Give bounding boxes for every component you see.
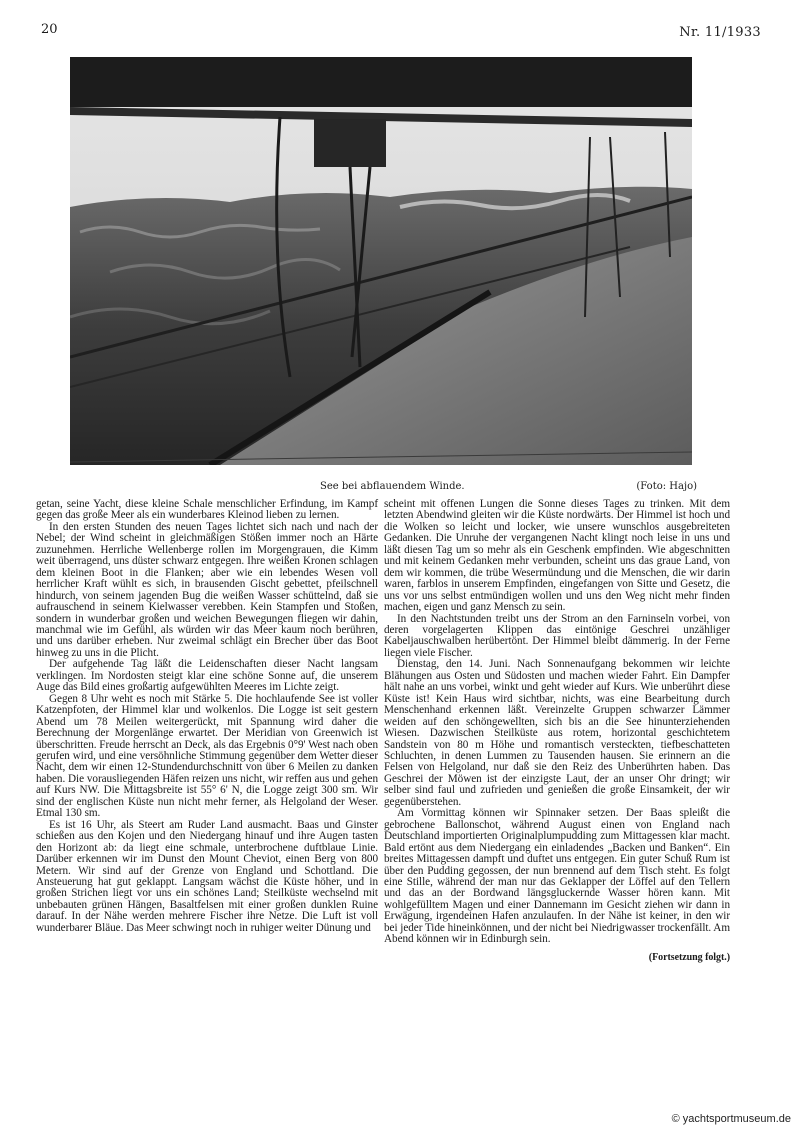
photo-credit: (Foto: Hajo) bbox=[636, 481, 697, 492]
paragraph: scheint mit offenen Lungen die Sonne dieses Tages zu trinken. Mit dem letzten Abendwind gleiten wir die Küste nordwärts. Der Himmel ist hoch und die Wolken so leicht und locker, wie unsere wunschlos ausgebreiteten Gedanken. Die Unruhe der vergangenen Nacht klingt noch leise in uns und läßt diesen Tag um so mehr als ein Geschenk empfinden. Wie abgeschnitten und mit keinem Gedanken mehr verbunden, scheint uns das graue Land, von dem wir kommen, die trübe Wesermündung und die Menschen, die wir darin waren, farblos in unserem Empfinden, eingefangen von Sitte und Gesetz, die uns vor uns selbst entmündigen wollen und uns den Weg nicht mehr finden machen, eigen und ganz Mensch zu sein. bbox=[384, 498, 730, 614]
issue-number: Nr. 11/1933 bbox=[679, 25, 761, 40]
article-column-left bbox=[36, 499, 378, 934]
paragraph: In den ersten Stunden des neuen Tages lichtet sich nach und nach der Nebel; der Wind scheint in gleichmäßigen Stößen immer noch an Härte zuzunehmen. Herrliche Wellenberge rollen im Morgengrauen, die Kimm weit überragend, uns düster schwarz entgegen. Ihre weißen Kronen schlagen dem kleinen Boot in die Flanken; aber wie ein lebendes Wesen voll herrlicher Kraft wühlt es sich, in brausenden Gischt gebettet, pfeilschnell hindurch, von seinem jagenden Bug die weißen Wasser schüttelnd, daß sie aufrauschend in seinem Kielwasser verebben. Kein Stampfen und Stoßen, sondern in wunderbar großen und weichen Bewegungen fliegen wir dahin, manchmal wie im Gefühl, als würden wir das Meer kaum noch berühren, und uns darüber erheben. Nur zweimal schlägt ein Brecher über das Boot hinweg zu uns in die Plicht. bbox=[36, 520, 378, 659]
paragraph: Der aufgehende Tag läßt die Leidenschaften dieser Nacht langsam verklingen. Im Nordosten steigt klar eine schöne Sonne auf, die unserem Auge das Bild eines großartig aufgewühlten Meeres im Lichte zeigt. bbox=[36, 658, 378, 694]
paragraph: Dienstag, den 14. Juni. Nach Sonnenaufgang bekommen wir leichte Blähungen aus Osten und Südosten und machen wieder Fahrt. Ein Dampfer hält nahe an uns vorbei, winkt und geht wieder auf Kurs. Wie unberührt diese Küste ist! Kein Haus wird sichtbar, nichts, was eine Bearbeitung durch Menschenhand erkennen läßt. Vereinzelte Gruppen schwarzer Lämmer weiden auf den schöngewellten, sich bis an die See hinunterziehenden Wiesen. Dazwischen Steilküste aus rotem, horizontal geschichtetem Sandstein von 80 m Höhe und romantisch versteckten, tiefbeschatteten Schluchten, in denen Lummen zu Tausenden hausen. Sie erinnern an die Felsen von Helgoland, nur daß sie den Reiz des Unberührten haben. Das Geschrei der Möwen ist der einzigste Laut, der an unser Ohr dringt; wir selber sind faul und zufrieden und genießen die große Einsamkeit, der wir gegenüberstehen. bbox=[384, 658, 730, 808]
paragraph: Es ist 16 Uhr, als Steert am Ruder Land ausmacht. Baas und Ginster schießen aus den Kojen und den Niedergang hinauf und ihre Augen tasten den Horizont ab: da liegt eine schmale, unterbrochene duftblaue Linie. Darüber erkennen wir im Dunst den Mount Cheviot, einen Berg von 800 Metern. Wir sind auf der Grenze von England und Schottland. Die Ansteuerung hat gut geklappt. Langsam wächst die Küste höher, und in großen Strichen liegt vor uns ein schönes Land; Steilküste wechselnd mit unbebauten grünen Hängen, Basaltfelsen mit einer großen dunklen Ruine darauf. In der Nähe werden mehrere Fischer ihre Netze. Die Luft ist voll wunderbarer Bläue. Das Meer schwingt noch in ruhiger weiter Dünung und bbox=[36, 818, 378, 934]
continuation-note: (Fortsetzung folgt.) bbox=[648, 951, 730, 963]
sailing-photo-illustration bbox=[70, 57, 692, 465]
paragraph: In den Nachtstunden treibt uns der Strom an den Farninseln vorbei, von deren vorgelagerten Klippen das eintönige Geschrei unzähliger Kabeljauschwalben herübertönt. Der Himmel bleibt dämmerig. In der Ferne liegen viele Fischer. bbox=[384, 612, 730, 659]
photo-caption: See bei abflauendem Winde. bbox=[320, 481, 465, 492]
paragraph: Gegen 8 Uhr weht es noch mit Stärke 5. Die hochlaufende See ist voller Katzenpfoten, der Himmel klar und wolkenlos. Die Logge ist seit gestern Abend um 78 Meilen weitergerückt, mit Spannung wird daher die Berechnung der Morgenlänge erwartet. Der Meridian von Greenwich ist überschritten. Freude herrscht an Deck, als das Ergebnis 0°9' West nach oben gerufen wird, und eine versöhnliche Stimmung gegenüber dem Wetter dieser Nacht, dem wir einen 12-Stundendurchschnitt von über 6 Meilen zu danken haben. Die vorausliegenden Häfen reizen uns nicht, wir reffen aus und gehen auf Kurs NW. Die Mittagsbreite ist 55° 6' N, die Logge zeigt 300 sm. Wir sind der englischen Küste nun nicht mehr ferner, als Helgoland der Weser. Etmal 130 sm. bbox=[36, 692, 378, 820]
sea-photo bbox=[70, 57, 692, 465]
article-column-right bbox=[384, 499, 730, 963]
paragraph: Am Vormittag können wir Spinnaker setzen. Der Baas spleißt die gebrochene Ballonschot, während August einen von England nach Deutschland importierten Originalplumpudding zum Mittagessen klar macht. Bald ertönt aus dem Niedergang ein einladendes „Backen und Banken“. Ein breites Mittagessen dampft und duftet uns entgegen. Ein guter Schuß Rum ist über den Pudding gegossen, der nun brennend auf dem Tisch steht. Es folgt eine Stille, während der man nur das Geklapper der Löffel auf den Tellern und das an der Bordwand längsgluckernde Wasser hören kann. Mit wohlgefülltem Magen und einer Dannemann im Gesicht ziehen wir dann in Erwägung, irgendeinen Hafen anzulaufen. In der Nähe ist keiner, in den wir bei jeder Tide hineinkönnen, und der nicht bei Niedrigwasser trockenfällt. Am Abend können wir in Edinburgh sein. bbox=[384, 807, 730, 946]
watermark: © yachtsportmuseum.de bbox=[671, 1113, 791, 1125]
page-number: 20 bbox=[41, 22, 58, 37]
paragraph: getan, seine Yacht, diese kleine Schale menschlicher Erfindung, im Kampf gegen das große Meer als ein wunderbares Kleinod lieben zu lernen. bbox=[36, 498, 378, 522]
